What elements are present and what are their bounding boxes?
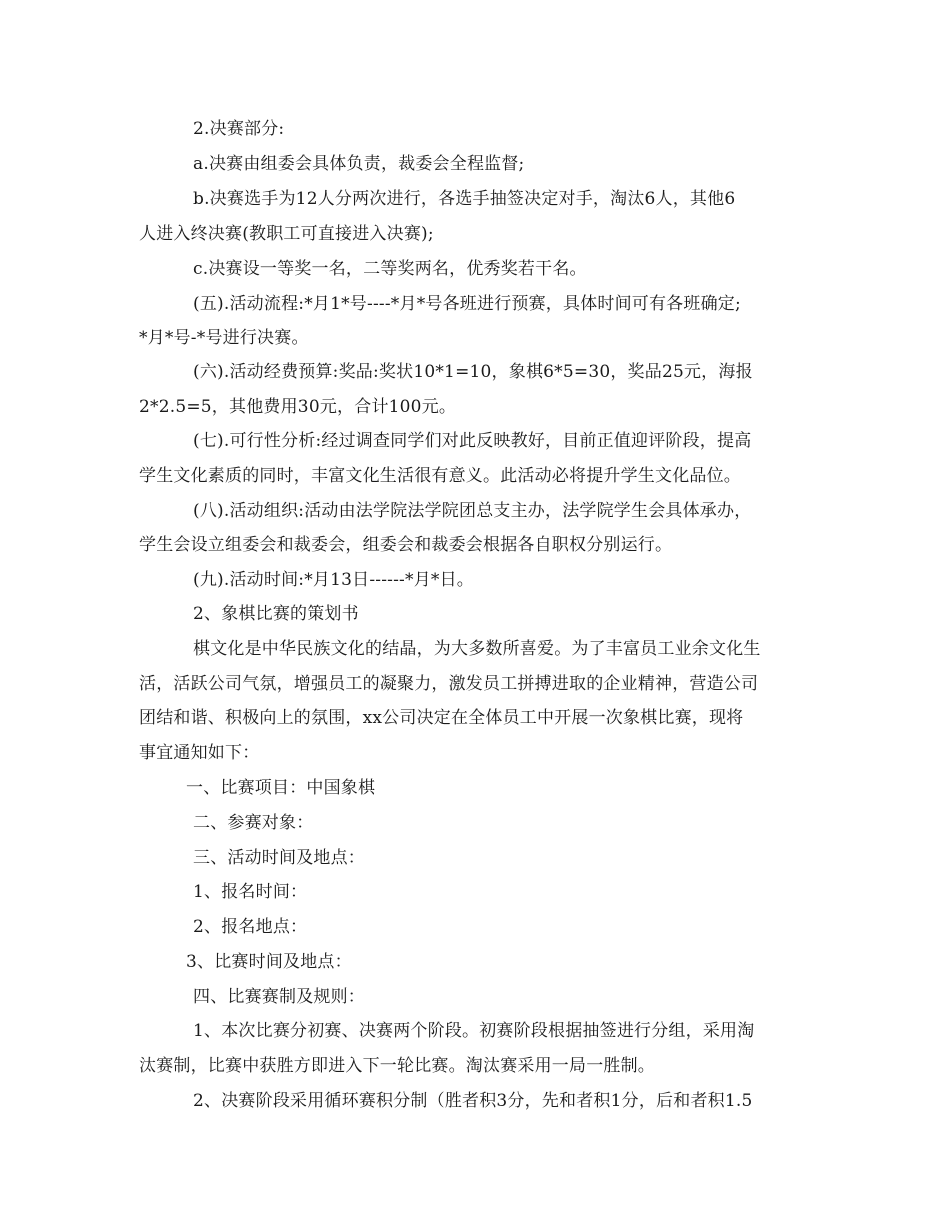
text-line: 一、比赛项目：中国象棋: [186, 778, 376, 798]
text-line: 汰赛制，比赛中获胜方即进入下一轮比赛。淘汰赛采用一局一胜制。: [139, 1056, 655, 1076]
text-line: *月*号-*号进行决赛。: [139, 328, 309, 348]
text-line: 棋文化是中华民族文化的结晶，为大多数所喜爱。为了丰富员工业余文化生: [193, 639, 761, 659]
text-line: 2*2.5=5，其他费用30元，合计100元。: [139, 397, 457, 417]
text-line: b.决赛选手为12人分两次进行，各选手抽签决定对手，淘汰6人，其他6: [193, 189, 736, 209]
text-line: 二、参赛对象：: [193, 813, 314, 833]
text-line: (九).活动时间:*月13日------*月*日。: [193, 570, 474, 590]
text-line: 人进入终决赛(教职工可直接进入决赛);: [139, 224, 434, 244]
text-line: 1、报名时间：: [193, 882, 308, 902]
text-line: 2、决赛阶段采用循环赛积分制（胜者积3分，先和者积1分，后和者积1.5: [193, 1091, 753, 1111]
text-line: 四、比赛赛制及规则：: [193, 987, 365, 1007]
text-line: (六).活动经费预算:奖品:奖状10*1=10，象棋6*5=30，奖品25元，海报: [193, 362, 753, 382]
text-line: 学生会设立组委会和裁委会，组委会和裁委会根据各自职权分别运行。: [139, 535, 673, 555]
text-line: a.决赛由组委会具体负责，裁委会全程监督;: [193, 154, 525, 174]
text-line: 2.决赛部分:: [193, 119, 285, 139]
text-line: (五).活动流程:*月1*号----*月*号各班进行预赛，具体时间可有各班确定;: [193, 294, 741, 314]
text-line: 三、活动时间及地点：: [193, 848, 365, 868]
text-line: (八).活动组织:活动由法学院法学院团总支主办，法学院学生会具体承办，: [193, 501, 752, 521]
text-line: 2、报名地点：: [193, 917, 308, 937]
section-heading: 2、象棋比赛的策划书: [193, 604, 359, 624]
text-line: 团结和谐、积极向上的氛围，xx公司决定在全体员工中开展一次象棋比赛，现将: [139, 708, 744, 728]
text-line: 学生文化素质的同时，丰富文化生活很有意义。此活动必将提升学生文化品位。: [139, 466, 741, 486]
text-line: 活，活跃公司气氛，增强员工的凝聚力，激发员工拼搏进取的企业精神，营造公司: [139, 674, 759, 694]
text-line: (七).可行性分析:经过调查同学们对此反映教好，目前正值迎评阶段，提高: [193, 431, 752, 451]
text-line: 3、比赛时间及地点：: [186, 952, 352, 972]
text-line: 1、本次比赛分初赛、决赛两个阶段。初赛阶段根据抽签进行分组，采用淘: [193, 1021, 755, 1041]
text-line: 事宜通知如下：: [139, 743, 260, 763]
text-line: c.决赛设一等奖一名，二等奖两名，优秀奖若干名。: [193, 259, 587, 279]
